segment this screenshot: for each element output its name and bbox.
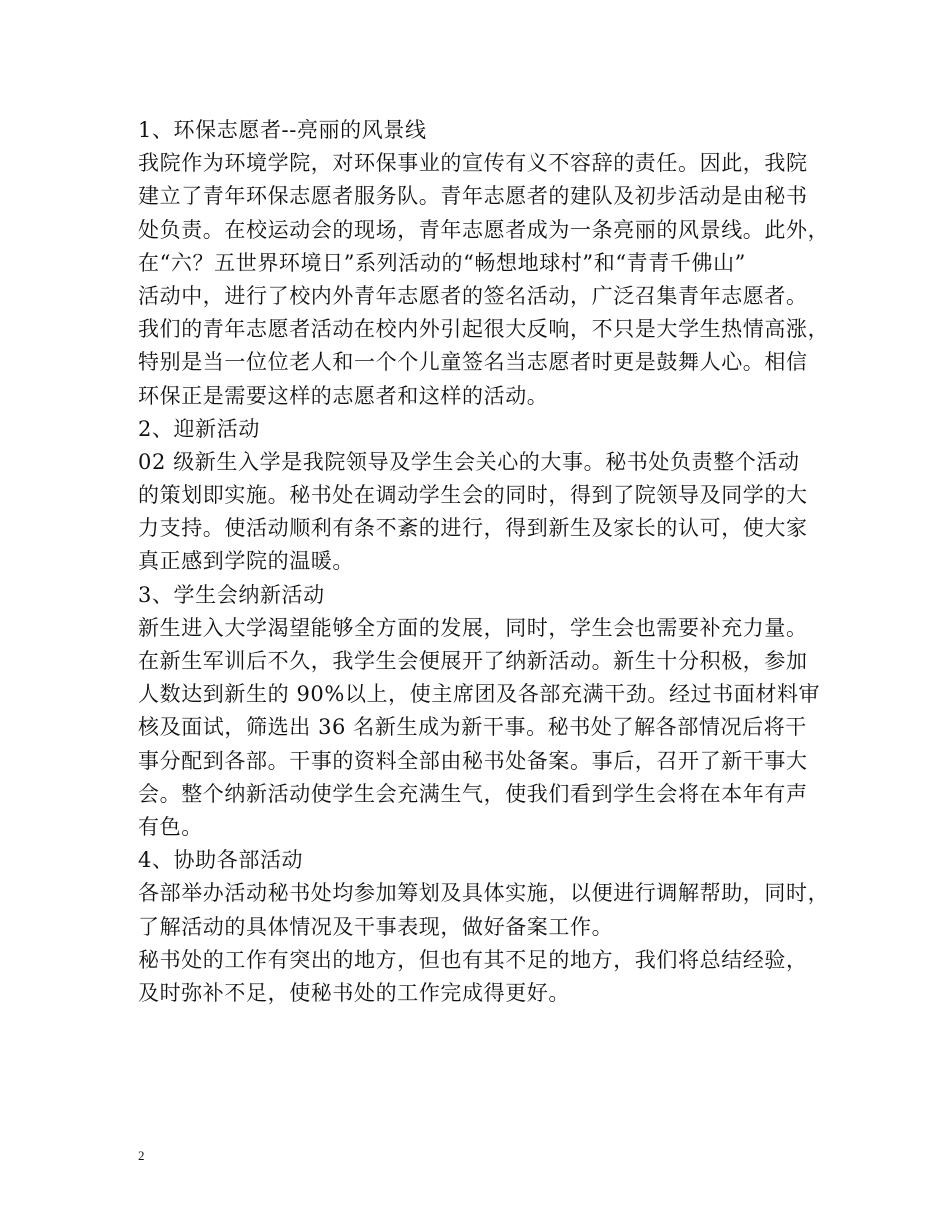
page-number: 2 (138, 1148, 145, 1163)
text-line: 人数达到新生的 90%以上，使主席团及各部充满干劲。经过书面材料审 (138, 682, 821, 707)
section-heading-3: 3、学生会纳新活动 (138, 582, 325, 607)
text-line: 的策划即实施。秘书处在调动学生会的同时，得到了院领导及同学的大 (138, 483, 808, 508)
section-heading-4: 4、协助各部活动 (138, 848, 304, 873)
text-line: 力支持。使活动顺利有条不紊的进行，得到新生及家长的认可，使大家 (138, 516, 808, 541)
text-line: 核及面试，筛选出 36 名新生成为新干事。秘书处了解各部情况后将干 (138, 715, 807, 740)
section-heading-2: 2、迎新活动 (138, 416, 260, 441)
text-line: 我们的青年志愿者活动在校内外引起很大反响，不只是大学生热情高涨， (138, 317, 830, 342)
section-heading-1: 1、环保志愿者--亮丽的风景线 (138, 118, 427, 142)
text-line: 在新生军训后不久，我学生会便展开了纳新活动。新生十分积极，参加 (138, 649, 808, 673)
text-line: 各部举办活动秘书处均参加筹划及具体实施，以便进行调解帮助，同时， (138, 881, 830, 906)
text-line: 建立了青年环保志愿者服务队。青年志愿者的建队及初步活动是由秘书 (138, 184, 808, 209)
text-line: 有色。 (138, 814, 203, 839)
document-body (138, 114, 828, 1010)
text-line: 及时弥补不足，使秘书处的工作完成得更好。 (138, 980, 570, 1005)
text-line: 秘书处的工作有突出的地方，但也有其不足的地方，我们将总结经验， (138, 947, 808, 972)
text-line: 真正感到学院的温暖。 (138, 549, 354, 574)
text-line: 我院作为环境学院，对环保事业的宣传有义不容辞的责任。因此，我院 (138, 151, 808, 176)
text-line: 新生进入大学渴望能够全方面的发展，同时，学生会也需要补充力量。 (138, 615, 808, 640)
text-line: 会。整个纳新活动使学生会充满生气，使我们看到学生会将在本年有声 (138, 781, 808, 806)
text-line: 事分配到各部。干事的资料全部由秘书处备案。事后，召开了新干事大 (138, 748, 808, 773)
text-line: 环保正是需要这样的志愿者和这样的活动。 (138, 383, 549, 408)
text-line: 特别是当一位位老人和一个个儿童签名当志愿者时更是鼓舞人心。相信 (138, 350, 808, 375)
text-line: 活动中，进行了校内外青年志愿者的签名活动，广泛召集青年志愿者。 (138, 283, 808, 308)
text-line: 了解活动的具体情况及干事表现，做好备案工作。 (138, 914, 614, 939)
text-line: 在“六？五世界环境日”系列活动的“畅想地球村”和“青青千佛山” (138, 250, 747, 275)
text-line: 处负责。在校运动会的现场，青年志愿者成为一条亮丽的风景线。此外， (138, 217, 830, 242)
text-line: 02 级新生入学是我院领导及学生会关心的大事。秘书处负责整个活动 (138, 449, 800, 474)
